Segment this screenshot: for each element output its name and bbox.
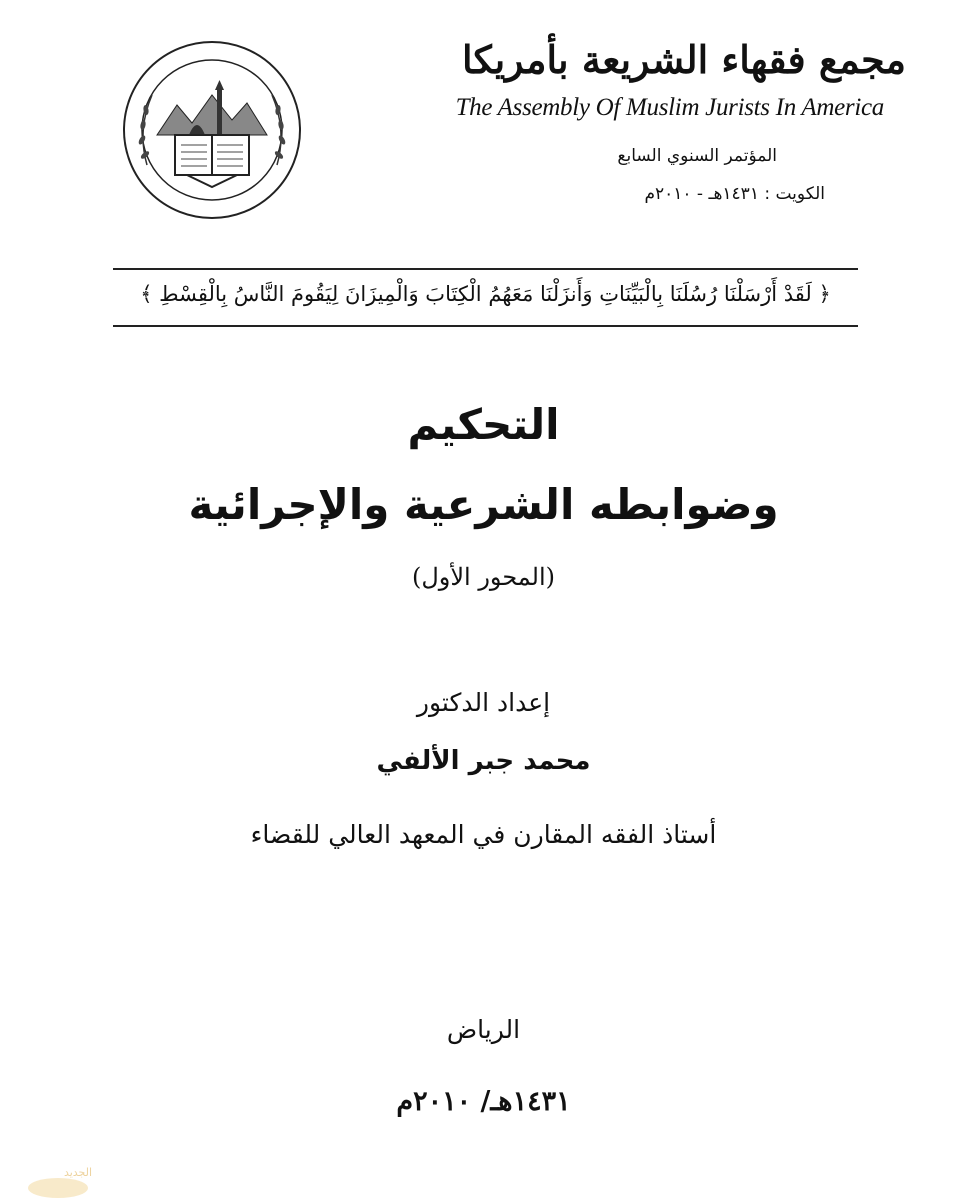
watermark-logo	[18, 1160, 128, 1200]
org-name-arabic: مجمع فقهاء الشريعة بأمريكا	[462, 37, 907, 82]
part-label: (المحور الأول)	[411, 563, 556, 591]
author-name: محمد جبر الألفي	[376, 746, 591, 776]
quran-verse: ﴿ لَقَدْ أَرْسَلْنَا رُسُلَنَا بِالْبَيِّنَاتِ وَأَنزَلْنَا مَعَهُمُ الْكِتَابَ وَالْمِيزَانَ لِيَقُومَ النَّاسُ بِالْقِسْطِ ﴾	[140, 282, 831, 306]
bottom-rule	[113, 325, 858, 327]
main-subtitle: وضوابطه الشرعية والإجرائية	[188, 480, 779, 529]
conference-label: المؤتمر السنوي السابع	[617, 146, 777, 166]
assembly-seal	[117, 35, 307, 225]
publication-city: الرياض	[446, 1015, 521, 1044]
org-name-english: The Assembly Of Muslim Jurists In America	[455, 94, 884, 121]
main-title: التحكيم	[407, 400, 560, 449]
publication-date: ١٤٣١هـ/ ٢٠١٠م	[396, 1086, 571, 1117]
prepared-by-label: إعداد الدكتور	[416, 688, 551, 717]
conference-place-date: الكويت : ١٤٣١هـ - ٢٠١٠م	[644, 184, 825, 204]
top-rule	[113, 268, 858, 270]
author-position: أستاذ الفقه المقارن في المعهد العالي للقضاء	[250, 820, 717, 849]
svg-text:الجديد: الجديد	[63, 1166, 93, 1179]
